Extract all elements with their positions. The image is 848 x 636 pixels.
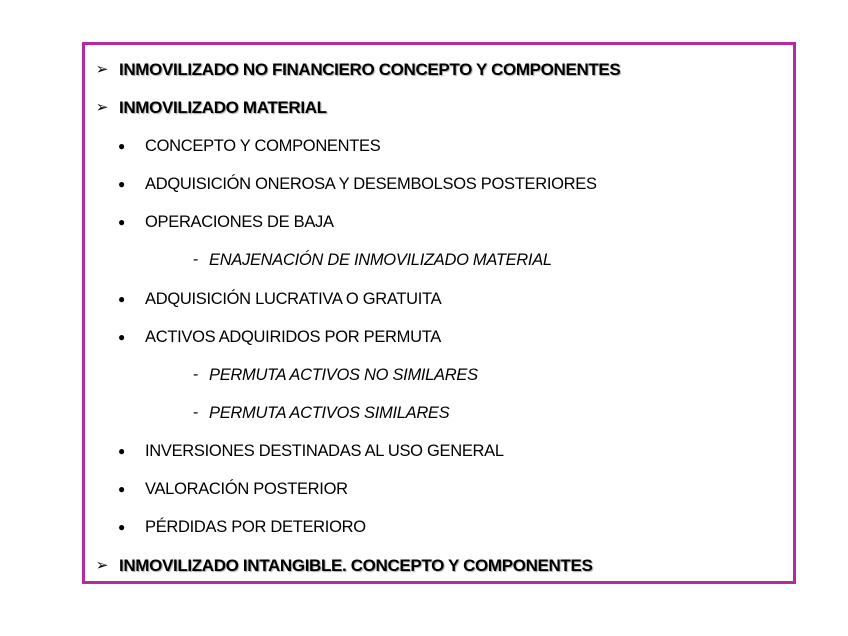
list-item-text: CONCEPTO Y COMPONENTES (145, 136, 381, 155)
round-bullet-icon: ● (118, 520, 126, 534)
list-item-text: PÉRDIDAS POR DETERIORO (145, 517, 366, 536)
round-bullet-icon: ● (118, 139, 126, 153)
sub-list-item-text: ENAJENACIÓN DE INMOVILIZADO MATERIAL (209, 250, 552, 269)
outline-heading (95, 96, 327, 120)
sub-list-item (193, 363, 478, 387)
list-item-text: INVERSIONES DESTINADAS AL USO GENERAL (145, 441, 504, 460)
round-bullet-icon: ● (118, 482, 126, 496)
list-item-text: VALORACIÓN POSTERIOR (145, 479, 348, 498)
round-bullet-icon: ● (118, 292, 126, 306)
outline-heading (95, 58, 620, 82)
outline-heading (95, 554, 592, 578)
heading-text: INMOVILIZADO INTANGIBLE. CONCEPTO Y COMPONENTES (119, 556, 593, 575)
list-item-text: OPERACIONES DE BAJA (145, 212, 334, 231)
sub-list-item-text: PERMUTA ACTIVOS SIMILARES (209, 403, 450, 422)
list-item-text: ACTIVOS ADQUIRIDOS POR PERMUTA (145, 327, 441, 346)
arrowhead-bullet-icon: ➢ (95, 99, 109, 116)
sub-list-item-text: PERMUTA ACTIVOS NO SIMILARES (209, 365, 478, 384)
list-item-text: ADQUISICIÓN ONEROSA Y DESEMBOLSOS POSTERIORES (145, 174, 597, 193)
list-item (118, 439, 504, 463)
dash-marker: - (193, 404, 199, 421)
list-item (118, 210, 334, 234)
arrowhead-bullet-icon: ➢ (95, 557, 109, 574)
sub-list-item (193, 248, 552, 272)
list-item (118, 287, 441, 311)
list-item (118, 325, 441, 349)
round-bullet-icon: ● (118, 177, 126, 191)
dash-marker: - (193, 366, 199, 383)
arrowhead-bullet-icon: ➢ (95, 61, 109, 78)
outline-frame (82, 42, 796, 584)
heading-text: INMOVILIZADO NO FINANCIERO CONCEPTO Y COMPONENTES (119, 60, 621, 79)
sub-list-item (193, 401, 449, 425)
dash-marker: - (193, 251, 199, 268)
list-item (118, 172, 597, 196)
list-item (118, 134, 380, 158)
round-bullet-icon: ● (118, 444, 126, 458)
list-item (118, 477, 348, 501)
list-item (118, 515, 366, 539)
round-bullet-icon: ● (118, 330, 126, 344)
heading-text: INMOVILIZADO MATERIAL (119, 98, 327, 117)
list-item-text: ADQUISICIÓN LUCRATIVA O GRATUITA (145, 289, 442, 308)
round-bullet-icon: ● (118, 215, 126, 229)
